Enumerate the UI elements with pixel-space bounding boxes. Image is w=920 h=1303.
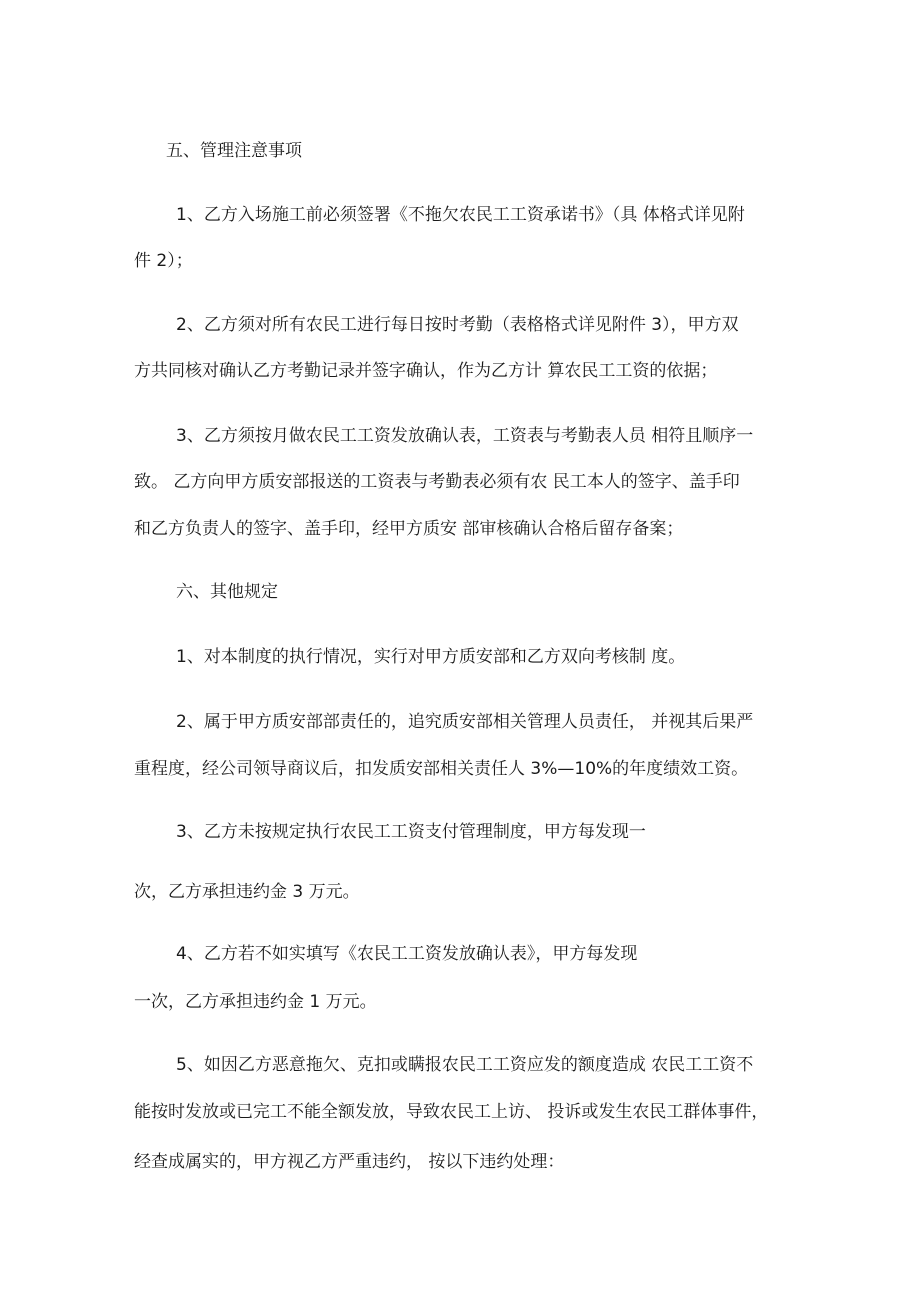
paragraph-line: 2、乙方须对所有农民工进行每日按时考勤（表格格式详见附件 3），甲方双	[176, 315, 739, 335]
paragraph-line: 和乙方负责人的签字、盖手印，经甲方质安 部审核确认合格后留存备案；	[134, 519, 684, 539]
paragraph-line: 经查成属实的，甲方视乙方严重违约， 按以下违约处理：	[134, 1152, 565, 1172]
paragraph-line: 一次，乙方承担违约金 1 万元。	[134, 992, 377, 1012]
paragraph-line: 5、如因乙方恶意拖欠、克扣或瞒报农民工工资应发的额度造成 农民工工资不	[176, 1055, 754, 1075]
paragraph-line: 件 2）；	[134, 251, 193, 271]
paragraph-line: 2、属于甲方质安部部责任的，追究质安部相关管理人员责任， 并视其后果严	[176, 712, 754, 732]
section-heading: 六、其他规定	[176, 582, 278, 602]
paragraph-line: 3、乙方未按规定执行农民工工资支付管理制度，甲方每发现一	[176, 822, 646, 842]
paragraph-line: 1、对本制度的执行情况，实行对甲方质安部和乙方双向考核制 度。	[176, 647, 686, 667]
section-heading: 五、管理注意事项	[166, 141, 302, 161]
paragraph-line: 致。 乙方向甲方质安部报送的工资表与考勤表必须有农 民工本人的签字、盖手印	[134, 472, 740, 492]
paragraph-line: 重程度，经公司领导商议后，扣发质安部相关责任人 3%—10%的年度绩效工资。	[134, 759, 749, 779]
paragraph-line: 方共同核对确认乙方考勤记录并签字确认，作为乙方计 算农民工工资的依据；	[134, 361, 718, 381]
paragraph-line: 能按时发放或已完工不能全额发放，导致农民工上访、 投诉或发生农民工群体事件，	[134, 1102, 769, 1122]
paragraph-line: 次，乙方承担违约金 3 万元。	[134, 882, 360, 902]
paragraph-line: 4、乙方若不如实填写《农民工工资发放确认表》，甲方每发现	[176, 944, 638, 964]
paragraph-line: 3、乙方须按月做农民工工资发放确认表，工资表与考勤表人员 相符且顺序一	[176, 426, 754, 446]
paragraph-line: 1、乙方入场施工前必须签署《不拖欠农民工工资承诺书》（具 体格式详见附	[176, 205, 745, 225]
